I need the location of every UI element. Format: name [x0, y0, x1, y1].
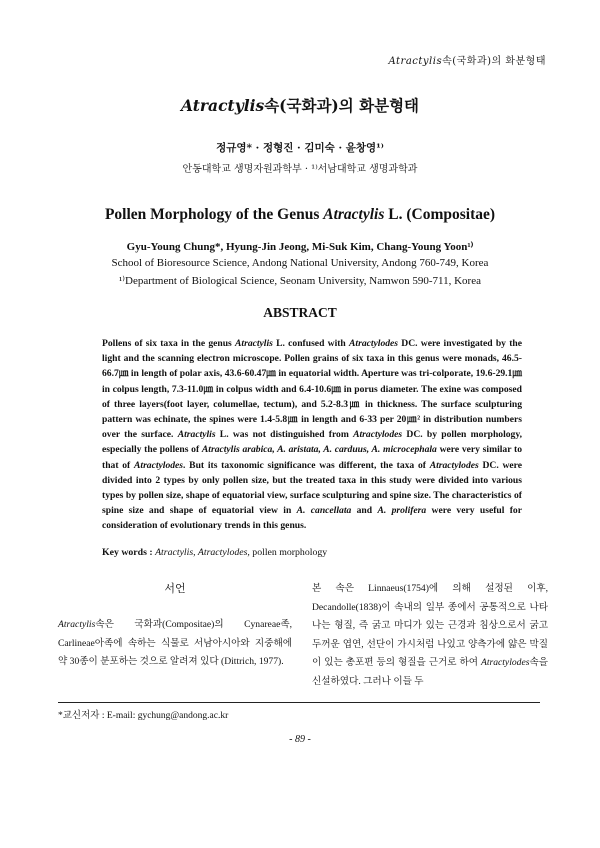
- authors-korean: 정규영* · 정형진 · 김미숙 · 윤창영¹⁾: [216, 142, 384, 154]
- keywords-label: Key words :: [102, 547, 153, 558]
- title-korean-rest: 속(국화과)의 화분형태: [264, 96, 420, 115]
- abstract-segments-segment: were very useful for consideration of evolutionary trends in this genus.: [102, 505, 522, 532]
- intro-right-column: [312, 580, 548, 691]
- abstract-segments-segment: Atractylis: [235, 338, 273, 349]
- intro-right-segment: Atractylodes: [480, 657, 530, 668]
- abstract-segments-segment: Atractylodes: [349, 338, 399, 349]
- keywords: [102, 547, 522, 558]
- title-english-post: L. (Compositae): [384, 206, 496, 223]
- keywords-genera: Atractylis, Atractylodes,: [155, 547, 250, 558]
- title-english-genus: Atractylis: [323, 206, 385, 223]
- title-english: [0, 206, 600, 224]
- affiliation-english-1: School of Bioresource Science, Andong National University, Andong 760-749, Korea: [111, 257, 489, 269]
- title-korean: [0, 94, 600, 116]
- intro-left-segment: 속은 국화과(Compositae)의 Cynareae족, Carlineae아족에 속하는 식물로 서남아시아와 지중해에 약 30종이 분포하는 것으로 알려져 있다 (Dittrich, 1977).: [58, 619, 292, 667]
- abstract-segments-segment: were very similar to that of: [102, 444, 522, 471]
- abstract-segments-segment: Atractylodes: [134, 459, 184, 471]
- keywords-rest: pollen morphology: [249, 547, 328, 558]
- abstract-segments-segment: and: [351, 505, 378, 517]
- intro-left-segment: Atractylis: [58, 619, 96, 630]
- abstract-segments-segment: DC. were divided into 2 types by only pollen size, but the treated taxa in this study were divided into various types by pollen size, shape of equatorial view, surface sculpturing and spine size. The characteristics of spine size and shape of equatorial view in: [102, 459, 522, 517]
- abstract-segments-segment: Atractylis: [177, 429, 216, 441]
- footnote-corresponding-author: *교신저자 : E-mail: gychung@andong.ac.kr: [58, 711, 229, 721]
- abstract-segments-segment: Atractylodes: [353, 429, 403, 441]
- abstract-segments-segment: Pollens of six taxa in the genus: [102, 338, 236, 349]
- intro-right-segment: 본 속은 Linnaeus(1754)에 의해 설정된 이후, Decandolle(1838)이 속내의 일부 종에서 공통적으로 나타나는 형질, 즉 굵고 마디가 있는 근경과 침상으로서 굵고 두꺼운 엽연, 선단이 가시처럼 나있고 양측가에 얇은 막질이 있는 총포편 등의 형질을 근거로 하여: [312, 583, 548, 668]
- running-header-genus: Atractylis: [388, 56, 443, 67]
- affiliation-korean: 안동대학교 생명자원과학부 · ¹⁾서남대학교 생명과학과: [182, 164, 418, 175]
- affiliation-english-2: ¹⁾Department of Biological Science, Seonam University, Namwon 590-711, Korea: [119, 275, 481, 287]
- abstract-segments-segment: DC. by pollen morphology, especially the pollens of: [102, 429, 523, 456]
- title-english-pre: Pollen Morphology of the Genus: [104, 206, 324, 223]
- abstract-segments-segment: L. was not distinguished from: [215, 429, 354, 441]
- abstract-body: [102, 336, 522, 534]
- abstract-heading: ABSTRACT: [263, 305, 337, 320]
- abstract-segments-segment: A. cancellata: [296, 505, 352, 517]
- running-header-rest: 속(국화과)의 화분형태: [442, 56, 546, 67]
- page-number: - 89 -: [289, 734, 311, 745]
- abstract-segments-segment: Atractylis arabica, A. aristata, A. carduus, A. microcephala: [201, 444, 437, 456]
- abstract-segments-segment: L. confused with: [272, 338, 350, 349]
- abstract-segments-segment: . But its taxonomic significance was different, the taxa of: [183, 459, 430, 471]
- footnote-rule: [58, 702, 540, 703]
- running-header: [388, 52, 546, 67]
- abstract-segments-segment: Atractylodes: [429, 459, 479, 471]
- section-heading-introduction: 서언: [164, 582, 186, 595]
- intro-left-column: [58, 616, 292, 672]
- abstract-segments-segment: A. prolifera: [377, 505, 427, 517]
- authors-english: Gyu-Young Chung*, Hyung-Jin Jeong, Mi-Suk Kim, Chang-Young Yoon¹⁾: [126, 241, 474, 253]
- title-korean-genus: Atractylis: [180, 96, 265, 115]
- abstract-segments-segment: DC. were investigated by the light and the scanning electron microscope. Pollen grains of six taxa in this genus were monads, 46.5-66.7㎛ in length of polar axis, 43.6-60.47㎛ in equatorial width. Aperture was tri-colporate, 19.6-29.1㎛ in colpus length, 7.3-11.0㎛ in colpus width and 6.4-10.6㎛ in porus diameter. The exine was composed of three layers(foot layer, columellae, tectum), and 5.2-8.3㎛ in thickness. The surface sculpturing pattern was echinate, the spines were 1.4-5.8㎛ in length and 6-33 per 20㎛² in distribution numbers over the surface.: [102, 338, 522, 441]
- intro-right-segment: 속을 신설하였다. 그러나 이들 두: [312, 657, 548, 687]
